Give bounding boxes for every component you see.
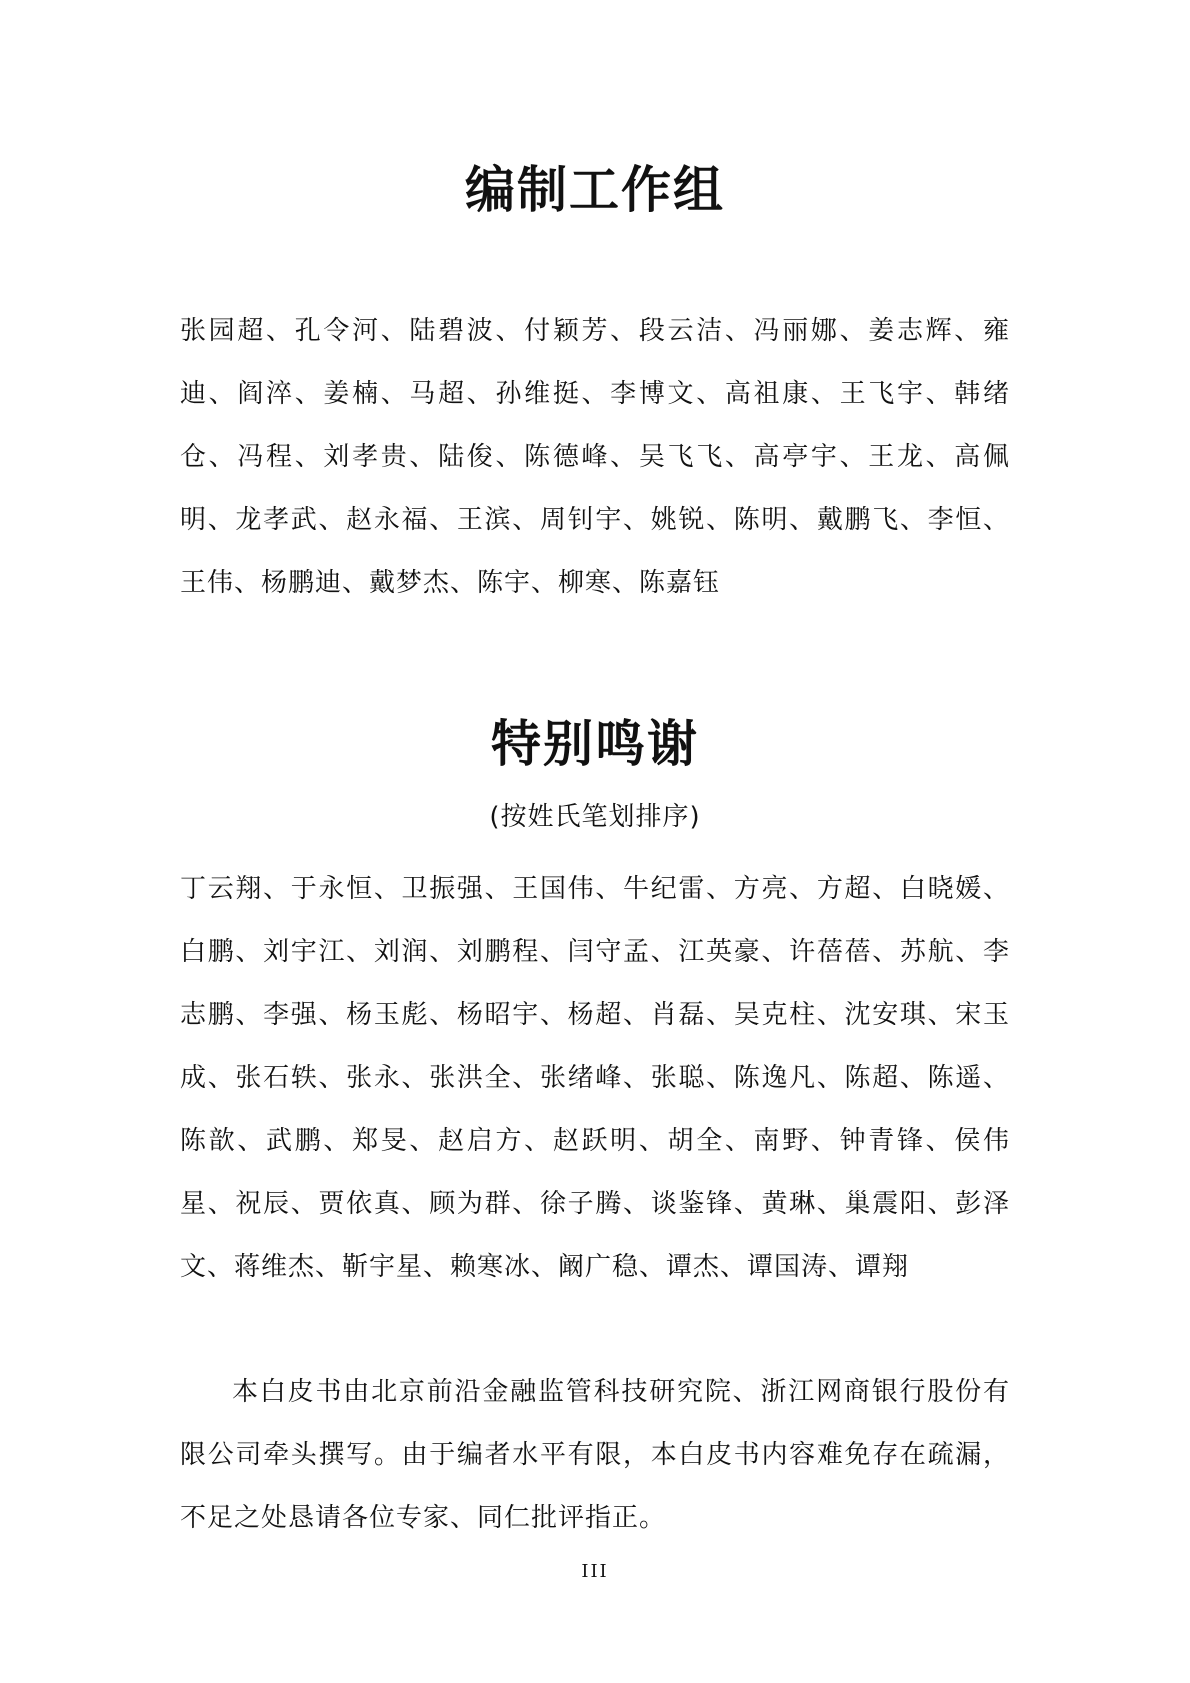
authorship-note: 本白皮书由北京前沿金融监管科技研究院、浙江网商银行股份有限公司牵头撰写。由于编者水平有限，本白皮书内容难免存在疏漏，不足之处恳请各位专家、同仁批评指正。: [180, 1377, 1010, 1533]
working-group-names: 张园超、孔令河、陆碧波、付颖芳、段云洁、冯丽娜、姜志辉、雍迪、阎淬、姜楠、马超、孙维挺、李博文、高祖康、王飞宇、韩绪仓、冯程、刘孝贵、陆俊、陈德峰、吴飞飞、高亭宇、王龙、高佩明、龙孝武、赵永福、王滨、周钊宇、姚锐、陈明、戴鹏飞、李恒、王伟、杨鹏迪、戴梦杰、陈宇、柳寒、陈嘉钰: [180, 316, 1010, 598]
acknowledgements-subtitle: (按姓氏笔划排序): [489, 802, 701, 832]
section-title-working-group: 编制工作组: [465, 161, 725, 219]
acknowledgements-names: 丁云翔、于永恒、卫振强、王国伟、牛纪雷、方亮、方超、白晓媛、白鹏、刘宇江、刘润、刘鹏程、闫守孟、江英豪、许蓓蓓、苏航、李志鹏、李强、杨玉彪、杨昭宇、杨超、肖磊、吴克柱、沈安琪、宋玉成、张石轶、张永、张洪全、张绪峰、张聪、陈逸凡、陈超、陈遥、陈歆、武鹏、郑旻、赵启方、赵跃明、胡全、南野、钟青锋、侯伟星、祝辰、贾依真、顾为群、徐子腾、谈鉴锋、黄琳、巢震阳、彭泽文、蒋维杰、靳宇星、赖寒冰、阚广稳、谭杰、谭国涛、谭翔: [180, 874, 1010, 1282]
section-title-acknowledgements: 特别鸣谢: [491, 715, 699, 773]
page-number: III: [581, 1561, 609, 1582]
